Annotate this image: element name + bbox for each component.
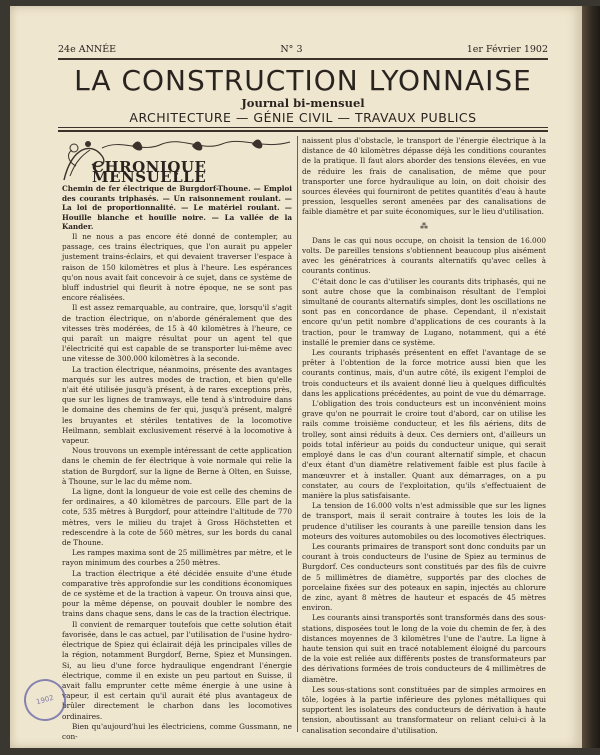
left-paragraph: Les rampes maxima sont de 25 millimètres par mètre, et le rayon minimum des courbes a 250 mètres. [62, 548, 292, 568]
book-spine [582, 6, 600, 748]
right-paragraph: Les courants primaires de transport sont donc conduits par un courant à trois conducteurs de l'usine de Spiez au terminus de Burgdorf. Ces conducteurs sont constitués par des fils de cuivre de 5 millimètres de diamètre, supportés par des cloches de porcelaine fixées sur des poteaux en sapin, injectés au chlorure de zinc, ayant 8 mètres de hauteur et espacés de 45 mètres environ. [302, 541, 546, 613]
left-paragraph: La ligne, dont la longueur de voie est celle des chemins de fer ordinaires, a 40 kilomètres de parcours. Elle part de la cote, 535 mètres à Burgdorf, pour atteindre l'altitude de 770 mètres, vers le milieu du trajet à Gross Höchstetten et redescendre à la cote de 560 mètres, sur les bords du canal de Thoune. [62, 487, 292, 548]
right-paragraph: La tension de 16.000 volts n'est admissible que sur les lignes de transport, mais il serait contraire à toutes les lois de la prudence d'utiliser les courants à une pareille tension dans les moteurs des voitures automobiles ou des locomotives électriques. [302, 501, 546, 541]
issue-number: N° 3 [280, 44, 303, 55]
right-paragraph: naissent plus d'obstacle, le transport de l'énergie électrique à la distance de 40 kilomètres dépasse déjà les conditions courantes de la pratique. Il faut alors aborder des tensions élevées, en vue de réduire les frais de canalisation, de même que pour transporter une force hydraulique au loin, on doit choisir des sources élevées qui fourniront de petites quantités d'eau à haute pression, lesquelles seront amenées par des canalisations de faible diamètre et par suite économiques, sur le lieu d'utilisation. [302, 136, 546, 217]
journal-page [10, 6, 582, 748]
issue-year: 24e ANNÉE [58, 44, 117, 55]
left-paragraph: Il convient de remarquer toutefois que cette solution était favorisée, dans le cas actuel, par l'utilisation de l'usine hydro-électrique de Spiez qui éclairait déjà les principales villes de la région, notamment Burgdorf, Berne, Spiez et Munsingen. Si, au lieu d'une force hydraulique engendrant l'énergie électrique, comme il en existe un peu partout en Suisse, il avait fallu emprunter cette même énergie à une usine à vapeur, il est certain qu'il aurait été plus avantageux de brûler directement le charbon dans les locomotives ordinaires. [62, 619, 292, 721]
column-divider [297, 136, 298, 732]
masthead-title: LA CONSTRUCTION LYONNAISE [74, 64, 532, 97]
chronique-ornament [62, 136, 292, 187]
right-paragraph: L'obligation des trois conducteurs est un inconvénient moins grave qu'on ne pourrait le croire tout d'abord, car on utilise les rails comme troisième conducteur, et les fils aériens, dits de trolley, sont ainsi réduits à deux. Ces derniers ont, d'ailleurs un poids total inférieur au poids du conducteur unique, qui serait employé dans le cas d'un courant alternatif simple, et chacun d'eux étant d'un diamètre relativement faible est plus facile à manœuvrer et à installer. Quant aux démarrages, on a pu constater, au cours de l'exploitation, qu'ils s'effectuaient de manière la plus satisfaisante. [302, 399, 546, 500]
left-paragraph: Nous trouvons un exemple intéressant de cette application dans le chemin de fer électrique à voie normale qui relie la station de Burgdorf, sur la ligne de Berne à Olten, en Suisse, à Thoune, sur le lac du même nom. [62, 446, 292, 486]
stamp-text: 1902 [35, 693, 55, 707]
masthead-sections: ARCHITECTURE — GÉNIE CIVIL — TRAVAUX PUBLICS [129, 110, 477, 125]
chronique-title: CHRONIQUE MENSUELLE [92, 158, 207, 187]
chronique-summary: Chemin de fer électrique de Burgdorf-Thoune. — Emploi des courants triphasés. — Un raisonnement roulant. — La loi de proportionnalité. — Le matériel roulant. — Houille blanche et houille noire. — La vallée de la Kander. [62, 184, 292, 232]
masthead-subtitle: Journal bi-mensuel [241, 96, 365, 110]
masthead-rule-top [58, 127, 548, 128]
issue-header [58, 44, 548, 55]
left-paragraph: Il ne nous a pas encore été donné de contempler, au passage, ces trains électriques, que l'on aurait pu appeler justement trains-éclairs, et qui devaient traverser l'espace à raison de 150 kilomètres et plus à l'heure. Les espérances qu'on nous avait fait concevoir à ce sujet, dans ce système de bluff industriel qui fleurit à notre époque, ne se sont pas encore réalisées. [62, 231, 292, 303]
header-rule [58, 58, 548, 60]
issue-date: 1er Février 1902 [466, 44, 548, 55]
left-paragraph: Bien qu'aujourd'hui les électriciens, comme Gussmann, ne con- [62, 721, 292, 741]
left-column [62, 136, 292, 742]
right-paragraph: Les sous-stations sont constituées par de simples armoires en tôle, logées à la partie inférieure des pylones métalliques qui supportent les isolateurs des conducteurs de dérivation à haute tension, aboutissant au transformateur on reliant celui-ci à la canalisation secondaire d'utilisation. [302, 684, 546, 735]
left-paragraph: La traction électrique, néanmoins, présente des avantages marqués sur les autres modes de traction, et bien qu'elle n'ait été utilisée jusqu'à présent, à de rares exceptions près, que sur les lignes de tramways, elle tend à s'introduire dans le domaine des chemins de fer qui, jusqu'à présent, malgré les bruyantes et stériles tentatives de la locomotive Heilmann, semblait exclusivement réservé à la locomotive à vapeur. [62, 364, 292, 446]
left-paragraph: Il est assez remarquable, au contraire, que, lorsqu'il s'agit de traction électrique, on n'aborde généralement que des vitesses très modérées, de 15 à 40 kilomètres à l'heure, ce qui paraît un maigre résultat pour un agent tel que l'électricité qui est capable de se transporter lui-même avec une vitesse de 300.000 kilomètres à la seconde. [62, 303, 292, 364]
section-star: ⁂ [420, 221, 428, 231]
right-paragraph: Les courants triphasés présentent en effet l'avantage de se prêter à l'obtention de la force motrice aussi bien que les courants continus, mais, d'un autre côté, ils exigent l'emploi de trois conducteurs et ils avaient donné lieu à quelques difficultés dans les applications précédentes, au point de vue du démarrage. [302, 348, 546, 398]
right-paragraph: Dans le cas qui nous occupe, on choisit la tension de 16.000 volts. De pareilles tensions s'obtiennent beaucoup plus aisément avec les génératrices à courants alternatifs qu'avec celles à courants continus. [302, 235, 546, 276]
masthead-rule-bottom [58, 130, 548, 132]
left-paragraph: La traction électrique a été décidée ensuite d'une étude comparative très approfondie sur les conditions économiques de ce système et de la traction à vapeur. On trouva ainsi que, pour la même dépense, on pouvait doubler le nombre des trains dans chaque sens, dans le cas de la traction électrique. [62, 568, 292, 619]
right-paragraph: Les courants ainsi transportés sont transformés dans des sous-stations, disposées tout le long de la voie du chemin de fer, à des distances moyennes de 3 kilomètres l'une de l'autre. La ligne à haute tension qui suit en tracé notablement éloigné du parcours de la voie est reliée aux différents postes de transformateurs par des dérivations formées de trois conducteurs de 4 millimètres de diamètre. [302, 613, 546, 684]
right-column [302, 136, 546, 736]
right-paragraph: C'était donc le cas d'utiliser les courants dits triphasés, qui ne sont autre chose que la combinaison résultant de l'emploi simultané de courants alternatifs simples, dont les oscillations ne sont pas en concordance de phase. Cependant, il n'existait encore qu'un petit nombre d'applications de ces courants à la traction, pour le tramway de Lugano, notamment, qui a été installé le premier dans ce système. [302, 276, 546, 347]
